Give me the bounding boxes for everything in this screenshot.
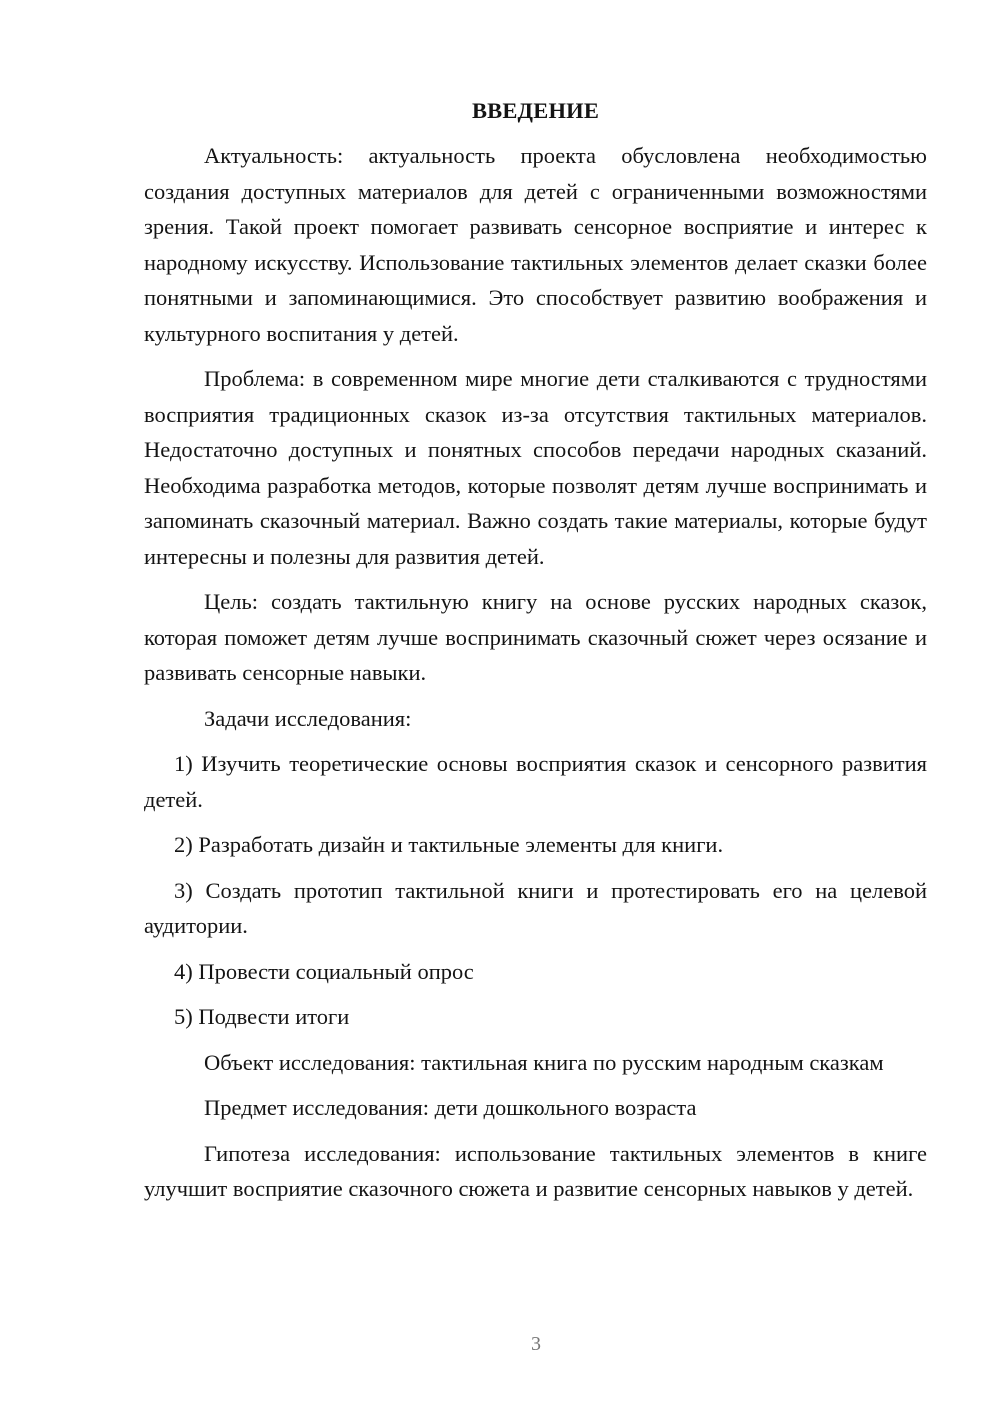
task-item-5: 5) Подвести итоги [174,1004,350,1029]
paragraph-subject: Предмет исследования: дети дошкольного возраста [204,1095,697,1120]
paragraph-hypothesis: Гипотеза исследования: использование тактильных элементов в книге улучшит восприятие сказочного сюжета и развитие сенсорных навыков у детей. [144,1140,927,1201]
task-item-4: 4) Провести социальный опрос [174,958,474,984]
paragraph-relevance: Актуальность: актуальность проекта обусловлена необходимостью создания доступных материалов для детей с ограниченными возможностями зрения. Такой проект помогает развивать сенсорное восприятие и интерес к народному искусству. Использование тактильных элементов делает сказки более понятными и запоминающимися. Это способствует развитию воображения и культурного воспитания у детей. [144,143,927,346]
task-item-2: 2) Разработать дизайн и тактильные элементы для книги. [174,832,724,857]
page-title: ВВЕДЕНИЕ [471,98,600,123]
page-number: 3 [531,1333,541,1355]
page-content [144,93,927,1207]
tasks-heading: Задачи исследования: [204,705,412,731]
task-item-3: 3) Создать прототип тактильной книги и протестировать его на целевой аудитории. [144,877,927,938]
paragraph-problem: Проблема: в современном мире многие дети сталкиваются с трудностями восприятия традиционных сказок из-за отсутствия тактильных материалов. Недостаточно доступных и понятных способов передачи народных сказаний. Необходима разработка методов, которые позволят детям лучше воспринимать и запоминать сказочный материал. Важно создать такие материалы, которые будут интересны и полезны для развития детей. [144,366,927,569]
paragraph-object: Объект исследования: тактильная книга по русским народным сказкам [204,1049,884,1075]
paragraph-goal: Цель: создать тактильную книгу на основе русских народных сказок, которая поможет детям лучше воспринимать сказочный сюжет через осязание и развивать сенсорные навыки. [144,589,927,685]
task-item-1: 1) Изучить теоретические основы восприятия сказок и сенсорного развития детей. [144,751,927,812]
